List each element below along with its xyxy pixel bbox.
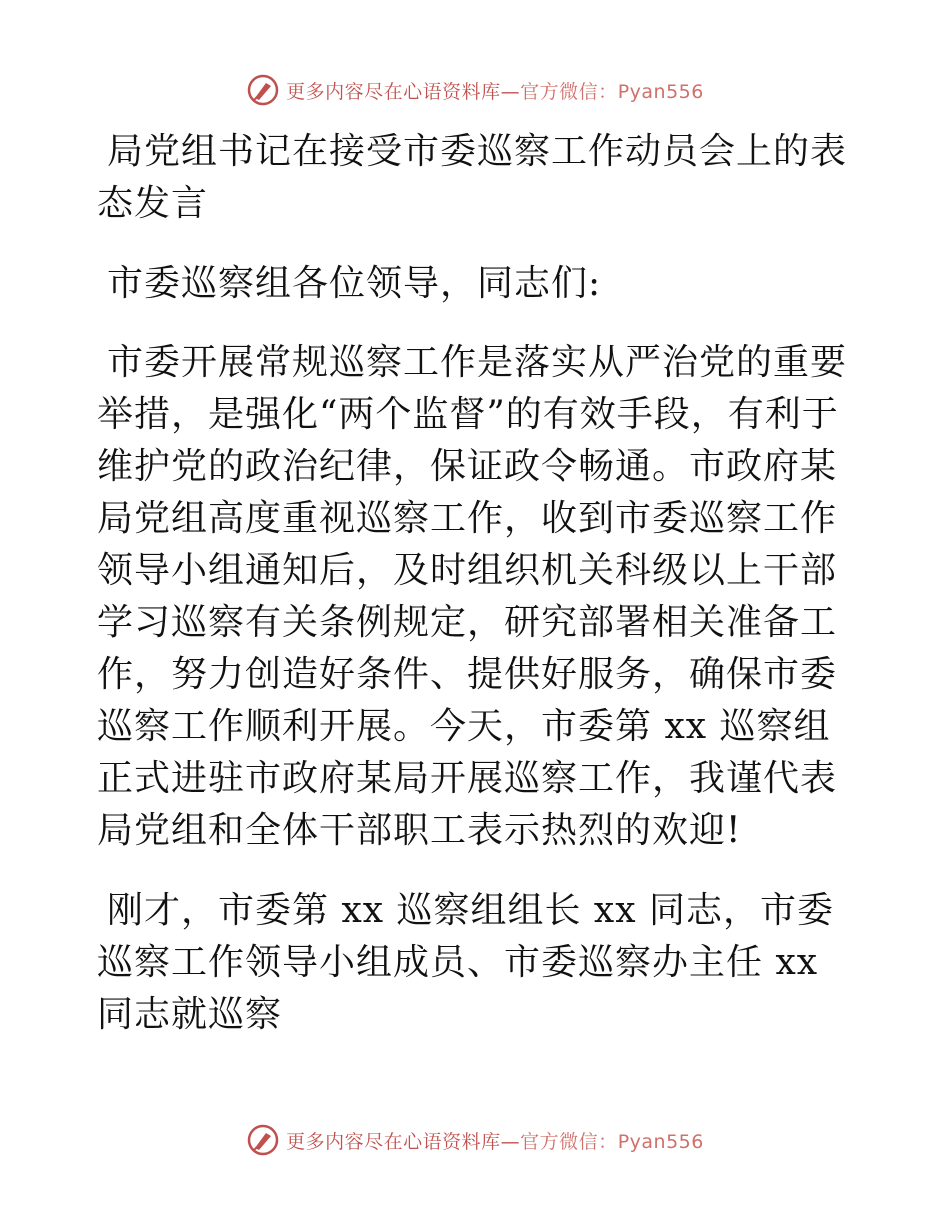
paragraph-2: 刚才，市委第 xx 巡察组组长 xx 同志，市委巡察工作领导小组成员、市委巡察办主任 xx 同志就巡察 — [97, 890, 834, 1035]
quill-pen-logo-icon — [246, 73, 280, 107]
banner-site-name: 更多内容尽在心语资料库 — [286, 1130, 501, 1153]
document-body — [97, 120, 857, 1041]
banner-separator: — — [500, 80, 521, 103]
document-title: 局党组书记在接受市委巡察工作动员会上的表态发言 — [97, 131, 848, 224]
banner-wechat-label: 官方微信： — [520, 1130, 618, 1153]
footer-banner — [0, 1120, 950, 1160]
banner-site-name: 更多内容尽在心语资料库 — [286, 80, 501, 103]
document-salutation: 市委巡察组各位领导，同志们: — [107, 263, 602, 304]
banner-wechat-id: Pyan556 — [617, 80, 704, 103]
footer-banner-text — [286, 1127, 704, 1154]
banner-wechat-label: 官方微信： — [520, 80, 618, 103]
header-banner-text — [286, 77, 704, 104]
header-banner — [0, 70, 950, 110]
banner-separator: — — [500, 1130, 521, 1153]
banner-wechat-id: Pyan556 — [617, 1130, 704, 1153]
paragraph-1: 市委开展常规巡察工作是落实从严治党的重要举措，是强化“两个监督”的有效手段，有利于维护党的政治纪律，保证政令畅通。市政府某局党组高度重视巡察工作，收到市委巡察工作领导小组通知后，及时组织机关科级以上干部学习巡察有关条例规定，研究部署相关准备工作，努力创造好条件、提供好服务，确保市委巡察工作顺利开展。今天，市委第 xx 巡察组正式进驻市政府某局开展巡察工作，我谨代表局党组和全体干部职工表示热烈的欢迎! — [97, 342, 848, 851]
quill-pen-logo-icon — [246, 1123, 280, 1157]
